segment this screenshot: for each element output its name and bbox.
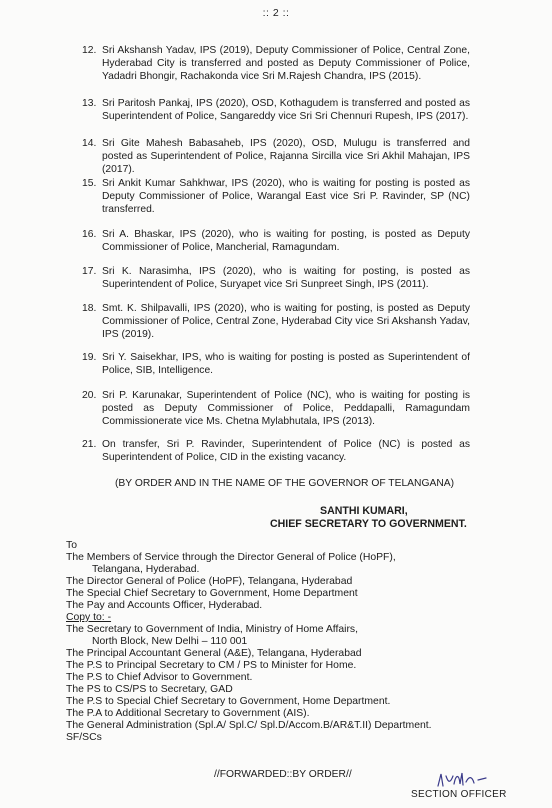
- forwarded-line: //FORWARDED::BY ORDER//: [214, 769, 352, 780]
- by-order-line: (BY ORDER AND IN THE NAME OF THE GOVERNOR OF TELANGANA): [115, 478, 455, 489]
- to-label: To: [66, 540, 77, 551]
- order-text: Sri Gite Mahesh Babasaheb, IPS (2020), OSD, Mulugu is transferred and posted as Superintendent of Police, Rajanna Sircilla vice Sri Akhil Mahajan, IPS (2017).: [102, 138, 470, 175]
- distribution-list: [66, 540, 432, 744]
- order-text: On transfer, Sri P. Ravinder, Superintendent of Police (NC) is posted as Superintendent of Police, CID in the existing vacancy.: [102, 439, 470, 463]
- copy-recipient: North Block, New Delhi – 110 001: [92, 636, 248, 647]
- order-number: 21.: [82, 439, 97, 450]
- to-recipient: The Special Chief Secretary to Government, Home Department: [66, 588, 358, 599]
- to-recipient: The Members of Service through the Director General of Police (HoPF),: [66, 552, 396, 563]
- copy-recipient: SF/SCs: [66, 732, 102, 743]
- order-text: Smt. K. Shilpavalli, IPS (2020), who is waiting for posting, is posted as Deputy Commissioner of Police, Central Zone, Hyderabad City vice Sri Akshansh Yadav, IPS (2019).: [102, 303, 470, 340]
- order-number: 20.: [82, 390, 97, 401]
- copy-recipient: The P.S to Special Chief Secretary to Government, Home Department.: [66, 696, 391, 707]
- order-item: [82, 44, 470, 83]
- order-number: 15.: [82, 178, 97, 189]
- copy-recipient: The P.S to Chief Advisor to Government.: [66, 672, 253, 683]
- to-recipient: Telangana, Hyderabad.: [92, 564, 200, 575]
- order-text: Sri Ankit Kumar Sahkhwar, IPS (2020), who is waiting for posting is posted as Deputy Commissioner of Police, Warangal East vice Sri P. Ravinder, SP (NC) transferred.: [102, 178, 470, 215]
- order-number: 12.: [82, 45, 97, 56]
- order-item: [82, 97, 470, 123]
- section-officer-label: SECTION OFFICER: [411, 789, 507, 800]
- order-number: 19.: [82, 352, 97, 363]
- order-item: [82, 228, 470, 254]
- order-text: Sri Y. Saisekhar, IPS, who is waiting for posting is posted as Superintendent of Police, SIB, Intelligence.: [102, 352, 470, 376]
- order-item: [82, 351, 470, 377]
- order-item: [82, 137, 470, 176]
- order-number: 18.: [82, 303, 97, 314]
- signatory-name: SANTHI KUMARI,: [320, 505, 408, 517]
- order-item: [82, 265, 470, 291]
- order-item: [82, 438, 470, 464]
- to-recipient: The Director General of Police (HoPF), Telangana, Hyderabad: [66, 576, 353, 587]
- order-number: 14.: [82, 138, 97, 149]
- order-item: [82, 177, 470, 216]
- order-text: Sri Akshansh Yadav, IPS (2019), Deputy Commissioner of Police, Central Zone, Hyderabad City is transferred and posted as Deputy Commissioner of Police, Yadadri Bhongir, Rachakonda vice Sri M.Rajesh Chandra, IPS (2015).: [102, 45, 470, 82]
- order-item: [82, 389, 470, 428]
- page-number: :: 2 ::: [262, 7, 290, 19]
- order-number: 13.: [82, 98, 97, 109]
- copy-recipient: The Secretary to Government of India, Ministry of Home Affairs,: [66, 624, 359, 635]
- copy-recipient: The P.A to Additional Secretary to Government (AIS).: [66, 708, 310, 719]
- signatory-title: CHIEF SECRETARY TO GOVERNMENT.: [270, 518, 467, 530]
- order-number: 16.: [82, 229, 97, 240]
- copy-recipient: The General Administration (Spl.A/ Spl.C/ Spl.D/Accom.B/AR&T.II) Department.: [66, 720, 432, 731]
- copy-to-label: Copy to: -: [66, 612, 112, 623]
- copy-recipient: The P.S to Principal Secretary to CM / PS to Minister for Home.: [66, 660, 357, 671]
- to-recipient: The Pay and Accounts Officer, Hyderabad.: [66, 600, 263, 611]
- copy-recipient: The Principal Accountant General (A&E), Telangana, Hyderabad: [66, 648, 362, 659]
- order-number: 17.: [82, 266, 97, 277]
- order-item: [82, 302, 470, 341]
- order-text: Sri A. Bhaskar, IPS (2020), who is waiting for posting, is posted as Deputy Commissioner of Police, Mancherial, Ramagundam.: [102, 229, 470, 253]
- copy-recipient: The PS to CS/PS to Secretary, GAD: [66, 684, 233, 695]
- order-text: Sri K. Narasimha, IPS (2020), who is waiting for posting, is posted as Superintendent of Police, Suryapet vice Sri Sunpreet Singh, IPS (2011).: [102, 266, 470, 290]
- order-text: Sri P. Karunakar, Superintendent of Police (NC), who is waiting for posting is posted as Deputy Commissioner of Police, Peddapalli, Ramagundam Commissionerate vice Ms. Chetna Mylabhutala, IPS (2013).: [102, 390, 470, 427]
- order-text: Sri Paritosh Pankaj, IPS (2020), OSD, Kothagudem is transferred and posted as Superintendent of Police, Sangareddy vice Sri Sri Chennuri Rupesh, IPS (2017).: [102, 98, 470, 122]
